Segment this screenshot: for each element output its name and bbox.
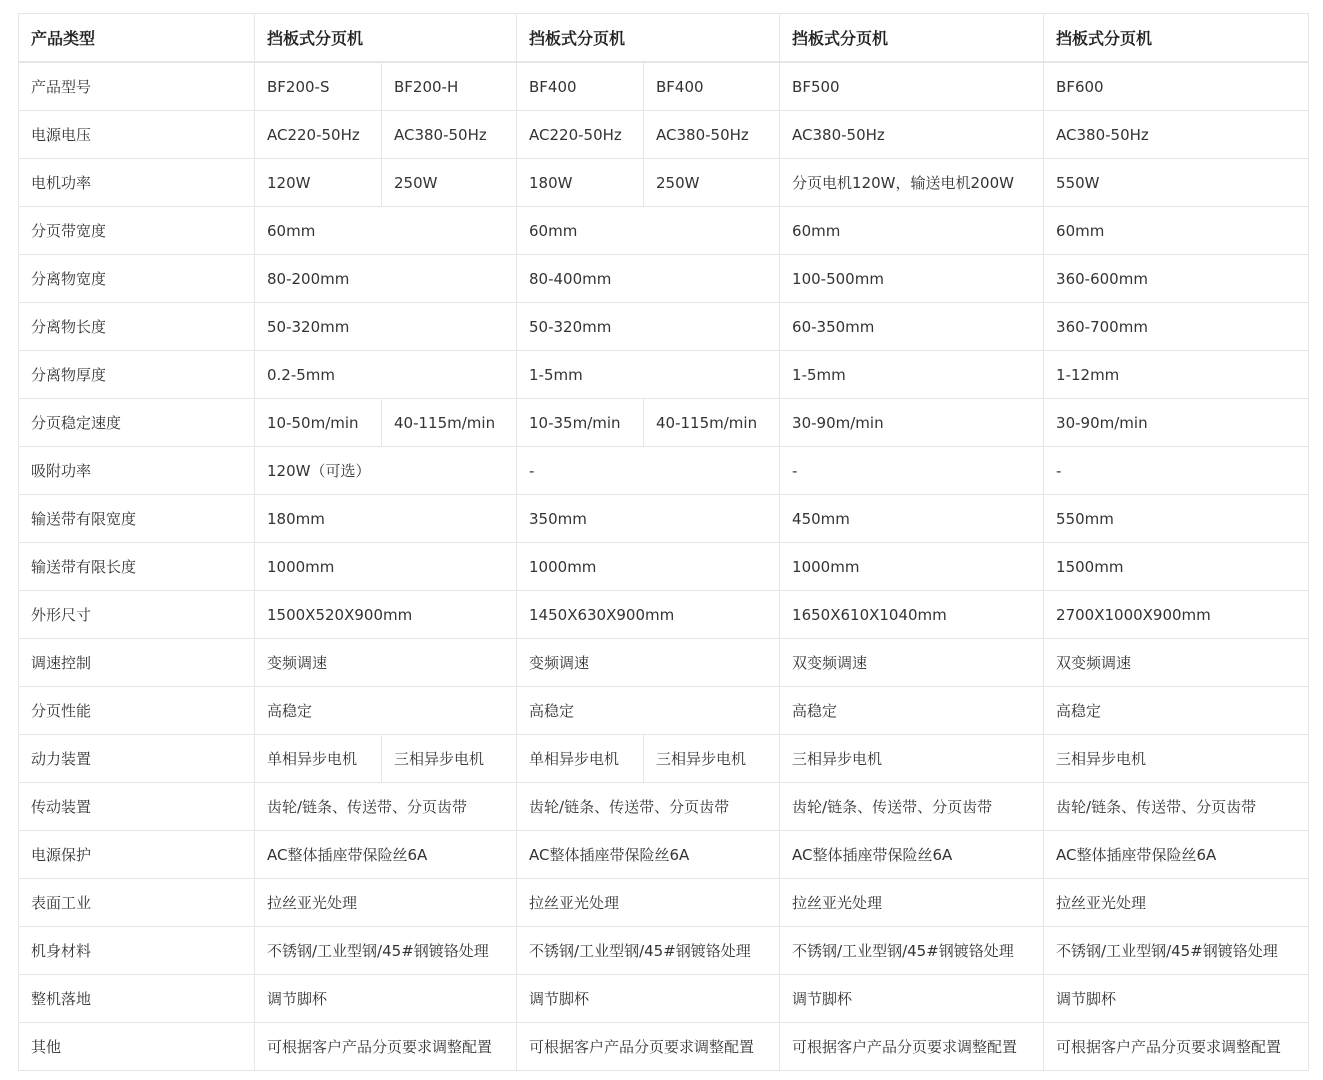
table-cell: 10-50m/min bbox=[255, 399, 382, 447]
table-row bbox=[19, 303, 1309, 351]
table-cell: 1000mm bbox=[780, 543, 1044, 591]
table-cell: AC整体插座带保险丝6A bbox=[255, 831, 517, 879]
table-cell: 单相异步电机 bbox=[517, 735, 644, 783]
table-row bbox=[19, 111, 1309, 159]
table-cell: 100-500mm bbox=[780, 255, 1044, 303]
header-cell: 挡板式分页机 bbox=[1044, 14, 1309, 63]
table-cell: 双变频调速 bbox=[1044, 639, 1309, 687]
row-label: 外形尺寸 bbox=[19, 591, 255, 639]
row-label: 分离物长度 bbox=[19, 303, 255, 351]
row-label: 分离物厚度 bbox=[19, 351, 255, 399]
table-cell: 齿轮/链条、传送带、分页齿带 bbox=[1044, 783, 1309, 831]
row-label: 整机落地 bbox=[19, 975, 255, 1023]
table-cell: BF500 bbox=[780, 62, 1044, 111]
table-cell: - bbox=[517, 447, 780, 495]
table-cell: 高稳定 bbox=[780, 687, 1044, 735]
table-cell: 1500X520X900mm bbox=[255, 591, 517, 639]
table-row bbox=[19, 447, 1309, 495]
table-cell: BF200-S bbox=[255, 62, 382, 111]
table-cell: - bbox=[780, 447, 1044, 495]
header-cell: 挡板式分页机 bbox=[255, 14, 517, 63]
table-cell: AC220-50Hz bbox=[517, 111, 644, 159]
table-cell: 齿轮/链条、传送带、分页齿带 bbox=[517, 783, 780, 831]
table-cell: 30-90m/min bbox=[1044, 399, 1309, 447]
table-cell: 30-90m/min bbox=[780, 399, 1044, 447]
table-cell: BF200-H bbox=[382, 62, 517, 111]
table-cell: 分页电机120W，输送电机200W bbox=[780, 159, 1044, 207]
table-row bbox=[19, 927, 1309, 975]
row-label: 传动装置 bbox=[19, 783, 255, 831]
table-cell: 60mm bbox=[780, 207, 1044, 255]
table-cell: 三相异步电机 bbox=[780, 735, 1044, 783]
table-cell: 180W bbox=[517, 159, 644, 207]
table-cell: 双变频调速 bbox=[780, 639, 1044, 687]
table-row bbox=[19, 543, 1309, 591]
table-cell: 可根据客户产品分页要求调整配置 bbox=[780, 1023, 1044, 1071]
table-cell: AC整体插座带保险丝6A bbox=[517, 831, 780, 879]
table-cell: 不锈钢/工业型钢/45#钢镀铬处理 bbox=[780, 927, 1044, 975]
spec-table bbox=[18, 13, 1309, 1071]
row-label: 表面工业 bbox=[19, 879, 255, 927]
table-cell: 调节脚杯 bbox=[255, 975, 517, 1023]
table-cell: 不锈钢/工业型钢/45#钢镀铬处理 bbox=[1044, 927, 1309, 975]
table-cell: 变频调速 bbox=[255, 639, 517, 687]
table-cell: 60mm bbox=[517, 207, 780, 255]
table-row bbox=[19, 831, 1309, 879]
table-cell: 550W bbox=[1044, 159, 1309, 207]
table-cell: 调节脚杯 bbox=[1044, 975, 1309, 1023]
table-cell: 10-35m/min bbox=[517, 399, 644, 447]
table-row bbox=[19, 975, 1309, 1023]
row-label: 调速控制 bbox=[19, 639, 255, 687]
table-cell: 80-400mm bbox=[517, 255, 780, 303]
table-row bbox=[19, 639, 1309, 687]
table-row bbox=[19, 159, 1309, 207]
table-cell: 调节脚杯 bbox=[780, 975, 1044, 1023]
table-cell: 40-115m/min bbox=[644, 399, 780, 447]
table-cell: 调节脚杯 bbox=[517, 975, 780, 1023]
row-label: 其他 bbox=[19, 1023, 255, 1071]
table-cell: 1650X610X1040mm bbox=[780, 591, 1044, 639]
row-label: 电机功率 bbox=[19, 159, 255, 207]
row-label: 分页稳定速度 bbox=[19, 399, 255, 447]
table-cell: AC380-50Hz bbox=[780, 111, 1044, 159]
table-cell: 120W（可选） bbox=[255, 447, 517, 495]
header-cell: 产品类型 bbox=[19, 14, 255, 63]
table-cell: 250W bbox=[644, 159, 780, 207]
row-label: 机身材料 bbox=[19, 927, 255, 975]
table-row bbox=[19, 207, 1309, 255]
table-cell: 齿轮/链条、传送带、分页齿带 bbox=[255, 783, 517, 831]
table-cell: AC220-50Hz bbox=[255, 111, 382, 159]
row-label: 分页带宽度 bbox=[19, 207, 255, 255]
table-row bbox=[19, 255, 1309, 303]
table-cell: 360-700mm bbox=[1044, 303, 1309, 351]
table-cell: 2700X1000X900mm bbox=[1044, 591, 1309, 639]
table-row bbox=[19, 687, 1309, 735]
table-cell: 80-200mm bbox=[255, 255, 517, 303]
table-row bbox=[19, 783, 1309, 831]
table-row bbox=[19, 1023, 1309, 1071]
table-row bbox=[19, 495, 1309, 543]
row-label: 分离物宽度 bbox=[19, 255, 255, 303]
table-cell: BF400 bbox=[644, 62, 780, 111]
table-cell: 可根据客户产品分页要求调整配置 bbox=[1044, 1023, 1309, 1071]
table-row bbox=[19, 735, 1309, 783]
table-cell: 不锈钢/工业型钢/45#钢镀铬处理 bbox=[255, 927, 517, 975]
table-cell: AC380-50Hz bbox=[382, 111, 517, 159]
table-cell: 齿轮/链条、传送带、分页齿带 bbox=[780, 783, 1044, 831]
table-cell: 拉丝亚光处理 bbox=[780, 879, 1044, 927]
header-cell: 挡板式分页机 bbox=[517, 14, 780, 63]
table-cell: 1450X630X900mm bbox=[517, 591, 780, 639]
table-cell: 60mm bbox=[1044, 207, 1309, 255]
table-cell: 单相异步电机 bbox=[255, 735, 382, 783]
table-cell: 高稳定 bbox=[255, 687, 517, 735]
table-cell: AC整体插座带保险丝6A bbox=[1044, 831, 1309, 879]
row-label: 产品型号 bbox=[19, 62, 255, 111]
table-cell: 1-5mm bbox=[780, 351, 1044, 399]
row-label: 电源保护 bbox=[19, 831, 255, 879]
table-cell: 1000mm bbox=[517, 543, 780, 591]
table-cell: 180mm bbox=[255, 495, 517, 543]
table-row bbox=[19, 879, 1309, 927]
table-cell: AC整体插座带保险丝6A bbox=[780, 831, 1044, 879]
table-cell: 550mm bbox=[1044, 495, 1309, 543]
table-cell: 120W bbox=[255, 159, 382, 207]
row-label: 分页性能 bbox=[19, 687, 255, 735]
table-cell: 拉丝亚光处理 bbox=[1044, 879, 1309, 927]
table-cell: BF600 bbox=[1044, 62, 1309, 111]
table-cell: 高稳定 bbox=[517, 687, 780, 735]
table-cell: 变频调速 bbox=[517, 639, 780, 687]
table-cell: - bbox=[1044, 447, 1309, 495]
table-cell: 50-320mm bbox=[255, 303, 517, 351]
table-cell: 450mm bbox=[780, 495, 1044, 543]
header-row bbox=[19, 14, 1309, 63]
row-label: 输送带有限长度 bbox=[19, 543, 255, 591]
table-cell: 三相异步电机 bbox=[1044, 735, 1309, 783]
table-cell: AC380-50Hz bbox=[1044, 111, 1309, 159]
table-row bbox=[19, 351, 1309, 399]
row-label: 输送带有限宽度 bbox=[19, 495, 255, 543]
table-cell: 60-350mm bbox=[780, 303, 1044, 351]
table-cell: 1000mm bbox=[255, 543, 517, 591]
table-cell: 可根据客户产品分页要求调整配置 bbox=[255, 1023, 517, 1071]
table-cell: 1500mm bbox=[1044, 543, 1309, 591]
table-cell: 40-115m/min bbox=[382, 399, 517, 447]
row-label: 电源电压 bbox=[19, 111, 255, 159]
table-cell: 1-5mm bbox=[517, 351, 780, 399]
table-row bbox=[19, 591, 1309, 639]
table-cell: AC380-50Hz bbox=[644, 111, 780, 159]
table-cell: 拉丝亚光处理 bbox=[517, 879, 780, 927]
table-cell: 三相异步电机 bbox=[644, 735, 780, 783]
table-cell: 三相异步电机 bbox=[382, 735, 517, 783]
table-cell: 360-600mm bbox=[1044, 255, 1309, 303]
table-cell: 250W bbox=[382, 159, 517, 207]
table-cell: 0.2-5mm bbox=[255, 351, 517, 399]
table-cell: 350mm bbox=[517, 495, 780, 543]
table-cell: 可根据客户产品分页要求调整配置 bbox=[517, 1023, 780, 1071]
table-row bbox=[19, 62, 1309, 111]
table-cell: 拉丝亚光处理 bbox=[255, 879, 517, 927]
row-label: 吸附功率 bbox=[19, 447, 255, 495]
table-cell: 高稳定 bbox=[1044, 687, 1309, 735]
table-cell: 不锈钢/工业型钢/45#钢镀铬处理 bbox=[517, 927, 780, 975]
table-row bbox=[19, 399, 1309, 447]
table-cell: 50-320mm bbox=[517, 303, 780, 351]
table-cell: 1-12mm bbox=[1044, 351, 1309, 399]
header-cell: 挡板式分页机 bbox=[780, 14, 1044, 63]
table-cell: BF400 bbox=[517, 62, 644, 111]
row-label: 动力装置 bbox=[19, 735, 255, 783]
table-cell: 60mm bbox=[255, 207, 517, 255]
